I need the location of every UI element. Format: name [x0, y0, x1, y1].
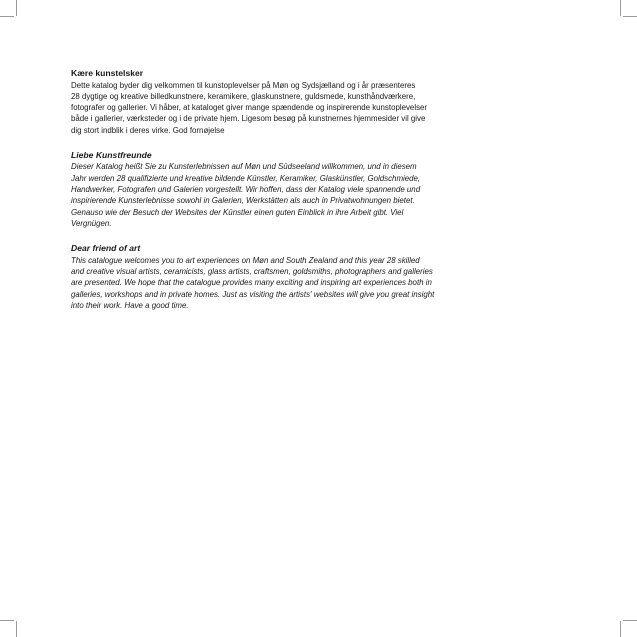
- section-heading: Liebe Kunstfreunde: [71, 149, 152, 160]
- text-line: Handwerker, Fotografen und Galerien vorgestellt. Wir hoffen, dass der Katalog viele spannende und: [71, 185, 421, 195]
- section-german: [71, 150, 461, 229]
- section-heading: Kære kunstelsker: [71, 68, 144, 78]
- text-line: både i gallerier, værksteder og i de private hjem. Ligesom besøg på kunstnernes hjemmesider vil give: [71, 114, 426, 124]
- text-line: Jahr werden 28 qualifizierte und kreative bildende Künstler, Keramiker, Glaskünstler, Goldschmiede,: [71, 173, 421, 183]
- text-line: dig stort indblik i deres virke. God fornøjelse: [71, 125, 225, 135]
- text-line: into their work. Have a good time.: [71, 300, 189, 310]
- text-line: and creative visual artists, ceramicists, glass artists, craftsmen, goldsmiths, photographers and galleries: [71, 267, 433, 277]
- crop-mark-top-right-h: [623, 16, 637, 17]
- text-line: are presented. We hope that the catalogue provides many exciting and inspiring art experiences both in: [71, 278, 432, 288]
- text-line: Vergnügen.: [71, 218, 112, 228]
- crop-mark-bottom-right-v: [620, 621, 621, 637]
- section-danish: [71, 68, 461, 136]
- section-heading: Dear friend of art: [71, 243, 141, 254]
- text-line: 28 dygtige og kreative billedkunstnere, keramikere, glaskunstnere, guldsmede, kunsthåndværkere,: [71, 91, 416, 101]
- crop-mark-top-left-h: [0, 16, 14, 17]
- crop-mark-top-left-v: [16, 0, 17, 16]
- section-body: [71, 80, 461, 136]
- crop-mark-top-right-v: [620, 0, 621, 16]
- text-line: inspirierende Kunsterlebnisse sowohl in Galerien, Werkstätten als auch in Privatwohnungen bietet.: [71, 196, 415, 206]
- crop-mark-bottom-right-h: [623, 620, 637, 621]
- page-content: [71, 68, 461, 325]
- section-english: [71, 243, 461, 311]
- crop-mark-bottom-left-v: [16, 621, 17, 637]
- crop-mark-bottom-left-h: [0, 620, 14, 621]
- text-line: Dette katalog byder dig velkommen til kunstoplevelser på Møn og Sydsjælland og i år præsenteres: [71, 80, 416, 90]
- section-body: [71, 255, 461, 311]
- text-line: Genauso wie der Besuch der Websites der Künstler einen guten Einblick in ihre Arbeit gibt. Viel: [71, 207, 404, 217]
- text-line: fotografer og gallerier. Vi håber, at kataloget giver mange spændende og inspirerende kunstoplevelser: [71, 103, 428, 113]
- section-body: [71, 161, 461, 229]
- text-line: galleries, workshops and in private homes. Just as visiting the artists' websites will give you great insight: [71, 289, 435, 299]
- text-line: This catalogue welcomes you to art experiences on Møn and South Zealand and this year 28 skilled: [71, 255, 420, 265]
- text-line: Dieser Katalog heißt Sie zu Kunsterlebnissen auf Møn und Südseeland willkommen, und in diesem: [71, 162, 417, 172]
